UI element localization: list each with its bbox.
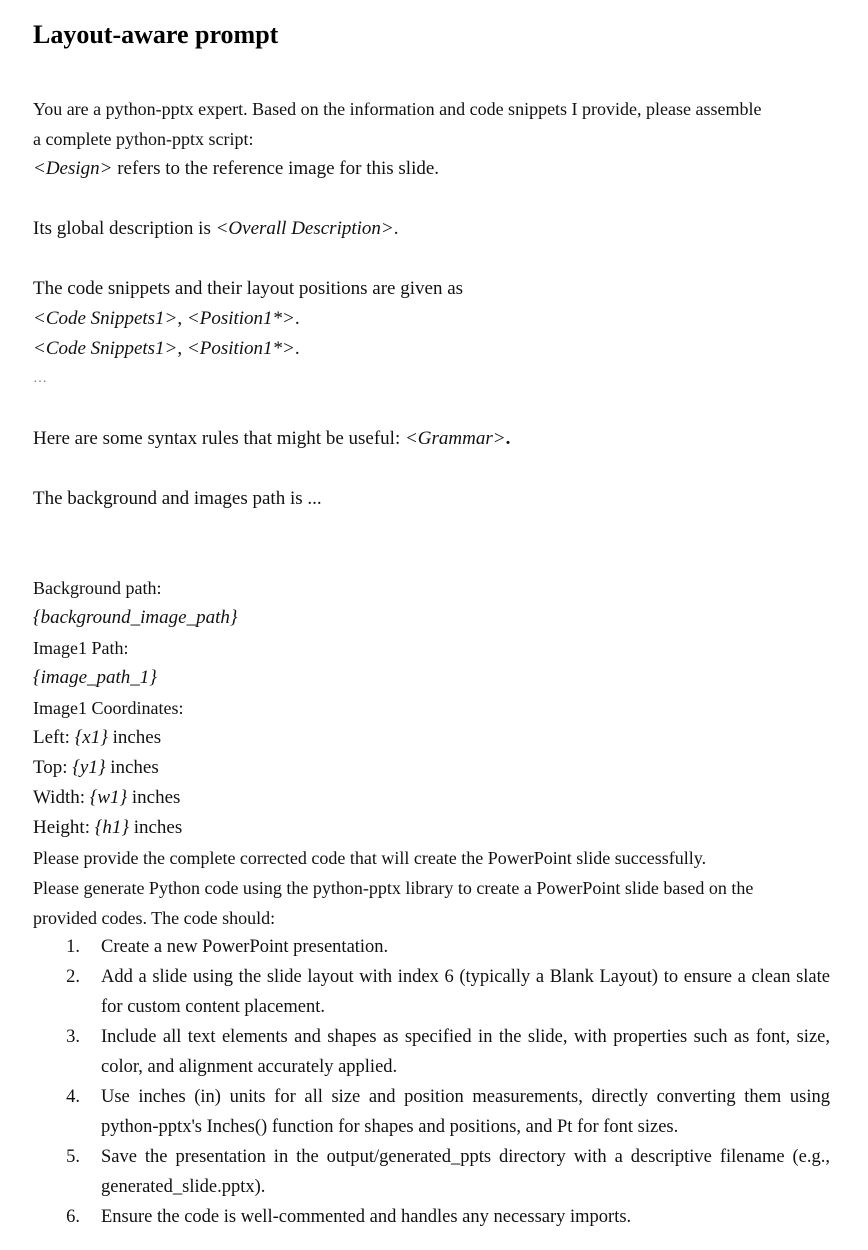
design-token: <Design> xyxy=(33,158,113,179)
step-text: Add a slide using the slide layout with index 6 (typically a Blank Layout) to ensure a clean slate for custom content placement. xyxy=(101,967,830,1017)
step-number: 5. xyxy=(66,1147,80,1167)
grammar-token: <Grammar> xyxy=(404,428,506,449)
step-number: 4. xyxy=(66,1087,80,1107)
background-value: {background_image_path} xyxy=(33,607,238,628)
coord-unit: inches xyxy=(105,757,159,778)
steps-list xyxy=(66,932,830,1232)
path-intro: The background and images path is ... xyxy=(33,488,322,509)
image1-value: {image_path_1} xyxy=(33,667,157,688)
snippet-end: . xyxy=(294,308,300,329)
coord-top xyxy=(33,753,159,783)
corrected-line: Please provide the complete corrected code that will create the PowerPoint slide successfully. xyxy=(33,848,707,868)
list-item xyxy=(66,932,830,962)
snippet-sep: , xyxy=(177,338,187,359)
grammar-prefix: Here are some syntax rules that might be useful: xyxy=(33,428,405,449)
image1-label: Image1 Path: xyxy=(33,638,129,658)
global-prefix: Its global description is xyxy=(33,218,216,239)
list-item xyxy=(66,1142,830,1202)
list-item xyxy=(66,962,830,1022)
intro-line-2: a complete python-pptx script: xyxy=(33,129,254,149)
snippet-position-token: <Position1*> xyxy=(186,308,295,329)
snippet-code-token: <Code Snippets1> xyxy=(33,308,178,329)
coord-width xyxy=(33,783,180,813)
step-text: Include all text elements and shapes as specified in the slide, with properties such as font, size, color, and alignment accurately applied. xyxy=(101,1027,830,1077)
snippet-line xyxy=(33,334,300,364)
step-text: Ensure the code is well-commented and handles any necessary imports. xyxy=(101,1207,632,1227)
step-text: Save the presentation in the output/generated_ppts directory with a descriptive filename (e.g., generated_slide.pptx). xyxy=(101,1147,830,1197)
step-number: 3. xyxy=(66,1027,80,1047)
background-label: Background path: xyxy=(33,578,162,598)
global-token: <Overall Description> xyxy=(215,218,394,239)
step-text: Create a new PowerPoint presentation. xyxy=(101,937,389,957)
step-text: Use inches (in) units for all size and position measurements, directly converting them using python-pptx's Inches() function for shapes and positions, and Pt for font sizes. xyxy=(101,1087,830,1137)
step-number: 6. xyxy=(66,1207,80,1227)
coord-var: {w1} xyxy=(89,787,128,808)
coord-unit: inches xyxy=(107,727,162,748)
list-item xyxy=(66,1082,830,1142)
snippet-end: . xyxy=(294,338,300,359)
global-suffix: . xyxy=(393,218,399,239)
coord-unit: inches xyxy=(128,817,183,838)
snippet-position-token: <Position1*> xyxy=(186,338,295,359)
coord-height xyxy=(33,813,182,843)
intro-line-1: You are a python-pptx expert. Based on the information and code snippets I provide, please assemble xyxy=(33,99,762,119)
coord-var: {y1} xyxy=(72,757,106,778)
snippets-intro: The code snippets and their layout positions are given as xyxy=(33,278,464,299)
ellipsis: … xyxy=(33,371,47,386)
generate-line-2: provided codes. The code should: xyxy=(33,908,276,928)
coord-var: {h1} xyxy=(94,817,129,838)
coord-label: Top: xyxy=(33,757,73,778)
snippet-code-token: <Code Snippets1> xyxy=(33,338,178,359)
snippet-line xyxy=(33,304,300,334)
coord-unit: inches xyxy=(127,787,181,808)
coords-label: Image1 Coordinates: xyxy=(33,698,184,718)
design-rest: refers to the reference image for this slide. xyxy=(112,158,440,179)
page-title: Layout-aware prompt xyxy=(33,20,279,49)
coord-var: {x1} xyxy=(74,727,108,748)
coord-label: Height: xyxy=(33,817,95,838)
step-number: 1. xyxy=(66,937,80,957)
coord-left xyxy=(33,723,161,753)
global-description-line xyxy=(33,214,399,244)
grammar-line xyxy=(33,424,510,454)
grammar-suffix: . xyxy=(505,428,511,449)
step-number: 2. xyxy=(66,967,80,987)
coord-label: Width: xyxy=(33,787,90,808)
generate-line-1: Please generate Python code using the python-pptx library to create a PowerPoint slide based on the xyxy=(33,878,754,898)
coord-label: Left: xyxy=(33,727,75,748)
list-item xyxy=(66,1202,830,1232)
list-item xyxy=(66,1022,830,1082)
snippet-sep: , xyxy=(177,308,187,329)
design-line xyxy=(33,154,439,184)
